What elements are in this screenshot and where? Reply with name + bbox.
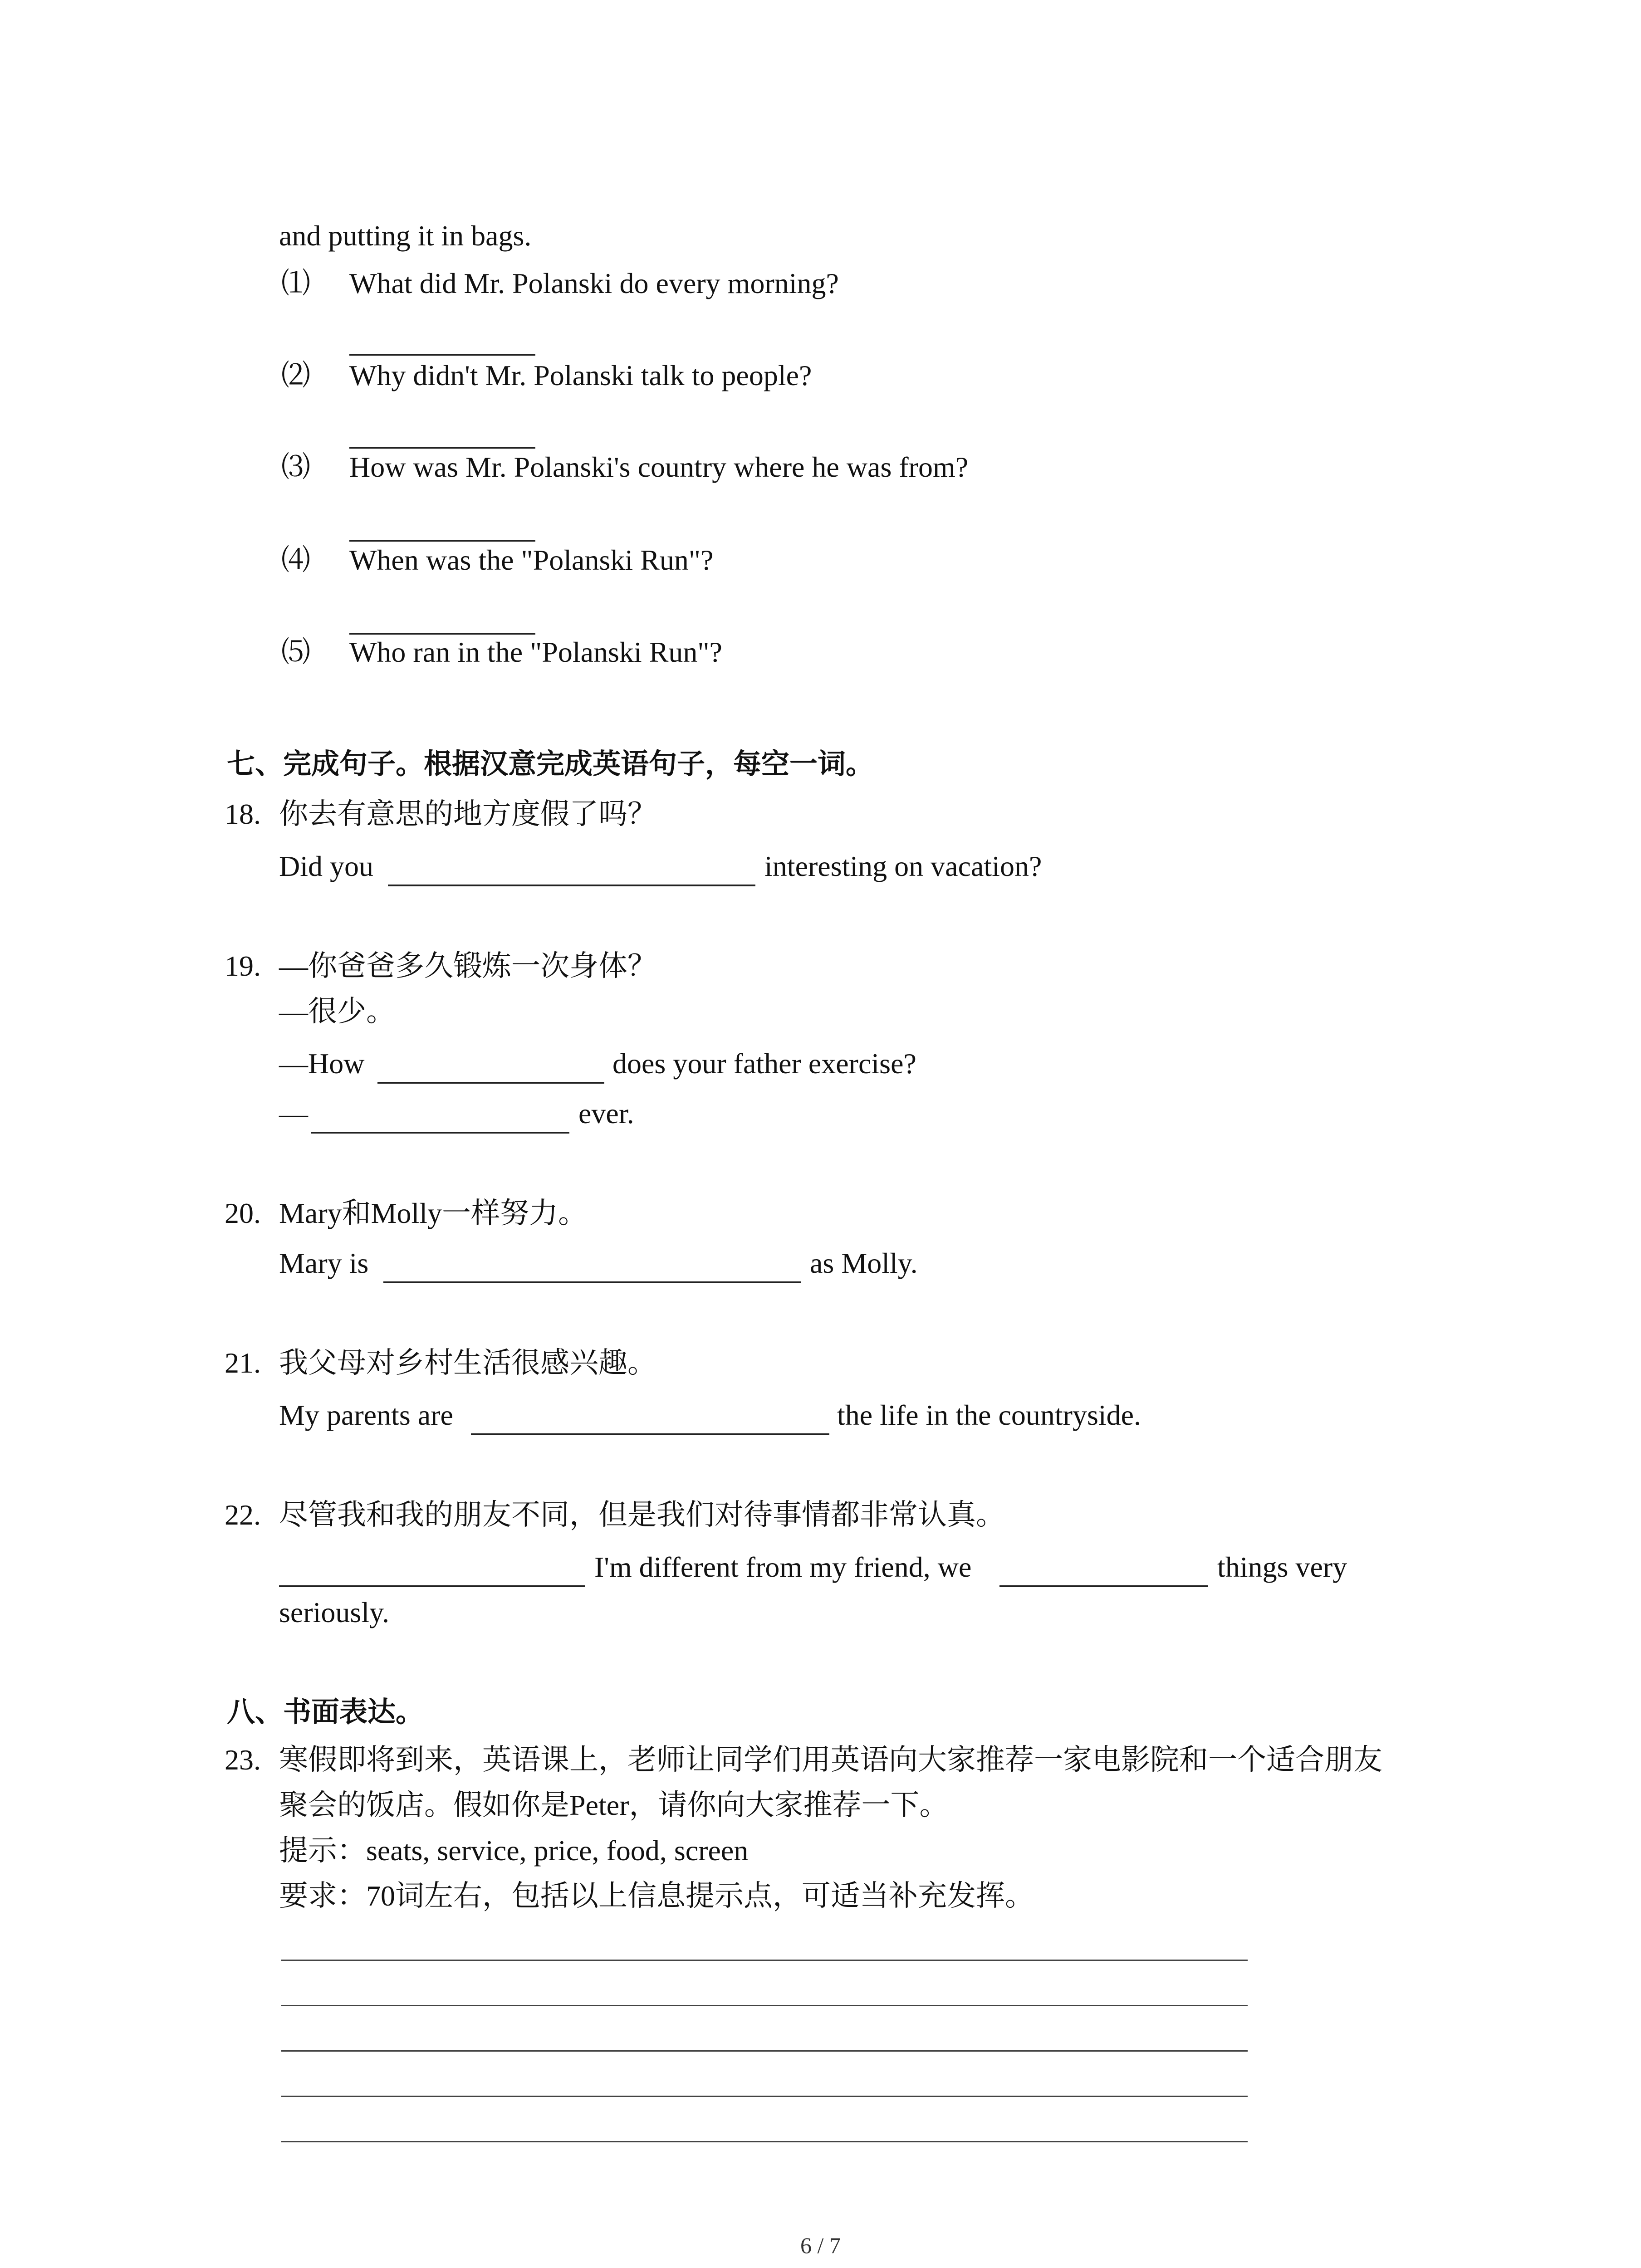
answer-blank[interactable]: [349, 447, 535, 449]
section-heading: 八、书面表达。: [227, 1697, 424, 1728]
chinese-prompt: Mary和Molly一样努力。: [279, 1197, 588, 1229]
answer-blank[interactable]: [999, 1585, 1208, 1587]
question-text: How was Mr. Polanski's country where he was from?: [349, 451, 969, 483]
question-text: What did Mr. Polanski do every morning?: [349, 267, 839, 299]
writing-line[interactable]: [281, 1960, 1248, 1961]
chinese-prompt: 我父母对乡村生活很感兴趣。: [279, 1347, 656, 1379]
answer-blank[interactable]: [279, 1585, 585, 1587]
question-text: When was the "Polanski Run"?: [349, 544, 714, 576]
sentence-part: things very: [1217, 1551, 1347, 1583]
sentence-part: Did you: [279, 850, 373, 882]
sentence-part: ever.: [578, 1097, 634, 1129]
item-number: 21.: [225, 1347, 261, 1379]
chinese-prompt: —很少。: [279, 995, 395, 1027]
page-number: 6 / 7: [800, 2233, 841, 2258]
question-number: ⑷: [281, 544, 310, 576]
answer-blank[interactable]: [471, 1433, 829, 1435]
sentence-part: does your father exercise?: [612, 1047, 916, 1080]
question-number: ⑴: [281, 267, 310, 299]
sentence-part: interesting on vacation?: [764, 850, 1042, 882]
item-number: 22.: [225, 1499, 261, 1531]
section-heading: 七、完成句子。根据汉意完成英语句子，每空一词。: [227, 749, 874, 780]
answer-blank[interactable]: [388, 885, 755, 886]
sentence-part: I'm different from my friend, we: [594, 1551, 972, 1583]
writing-line[interactable]: [281, 2141, 1248, 2142]
chinese-prompt: 你去有意思的地方度假了吗？: [279, 798, 656, 830]
sentence-part: the life in the countryside.: [837, 1399, 1141, 1431]
answer-blank[interactable]: [349, 540, 535, 542]
item-number: 19.: [225, 950, 261, 982]
writing-hint: 提示：seats, service, price, food, screen: [279, 1834, 749, 1867]
answer-blank[interactable]: [349, 354, 535, 356]
sentence-part: My parents are: [279, 1399, 453, 1431]
sentence-part: —: [279, 1097, 308, 1129]
chinese-prompt: 尽管我和我的朋友不同，但是我们对待事情都非常认真。: [279, 1499, 1005, 1531]
item-number: 20.: [225, 1197, 261, 1229]
question-number: ⑶: [281, 451, 310, 483]
writing-line[interactable]: [281, 2096, 1248, 2097]
sentence-part: —How: [279, 1047, 365, 1080]
sentence-part: Mary is: [279, 1247, 369, 1279]
item-number: 18.: [225, 798, 261, 830]
writing-line[interactable]: [281, 2050, 1248, 2052]
question-text: Why didn't Mr. Polanski talk to people?: [349, 359, 812, 391]
item-number: 23.: [225, 1744, 261, 1776]
question-text: Who ran in the "Polanski Run"?: [349, 636, 722, 668]
writing-prompt: 寒假即将到来，英语课上，老师让同学们用英语向大家推荐一家电影院和一个适合朋友: [279, 1744, 1382, 1776]
sentence-part: as Molly.: [810, 1247, 918, 1279]
question-number: ⑸: [281, 636, 310, 668]
chinese-prompt: —你爸爸多久锻炼一次身体？: [279, 950, 656, 982]
writing-prompt: 聚会的饭店。假如你是Peter，请你向大家推荐一下。: [279, 1789, 949, 1821]
answer-blank[interactable]: [311, 1132, 569, 1134]
passage-end: and putting it in bags.: [279, 220, 532, 252]
sentence-part: seriously.: [279, 1596, 389, 1628]
answer-blank[interactable]: [383, 1281, 801, 1283]
writing-requirement: 要求：70词左右，包括以上信息提示点，可适当补充发挥。: [279, 1880, 1034, 1912]
answer-blank[interactable]: [377, 1082, 604, 1084]
writing-line[interactable]: [281, 2005, 1248, 2006]
question-number: ⑵: [281, 359, 310, 391]
